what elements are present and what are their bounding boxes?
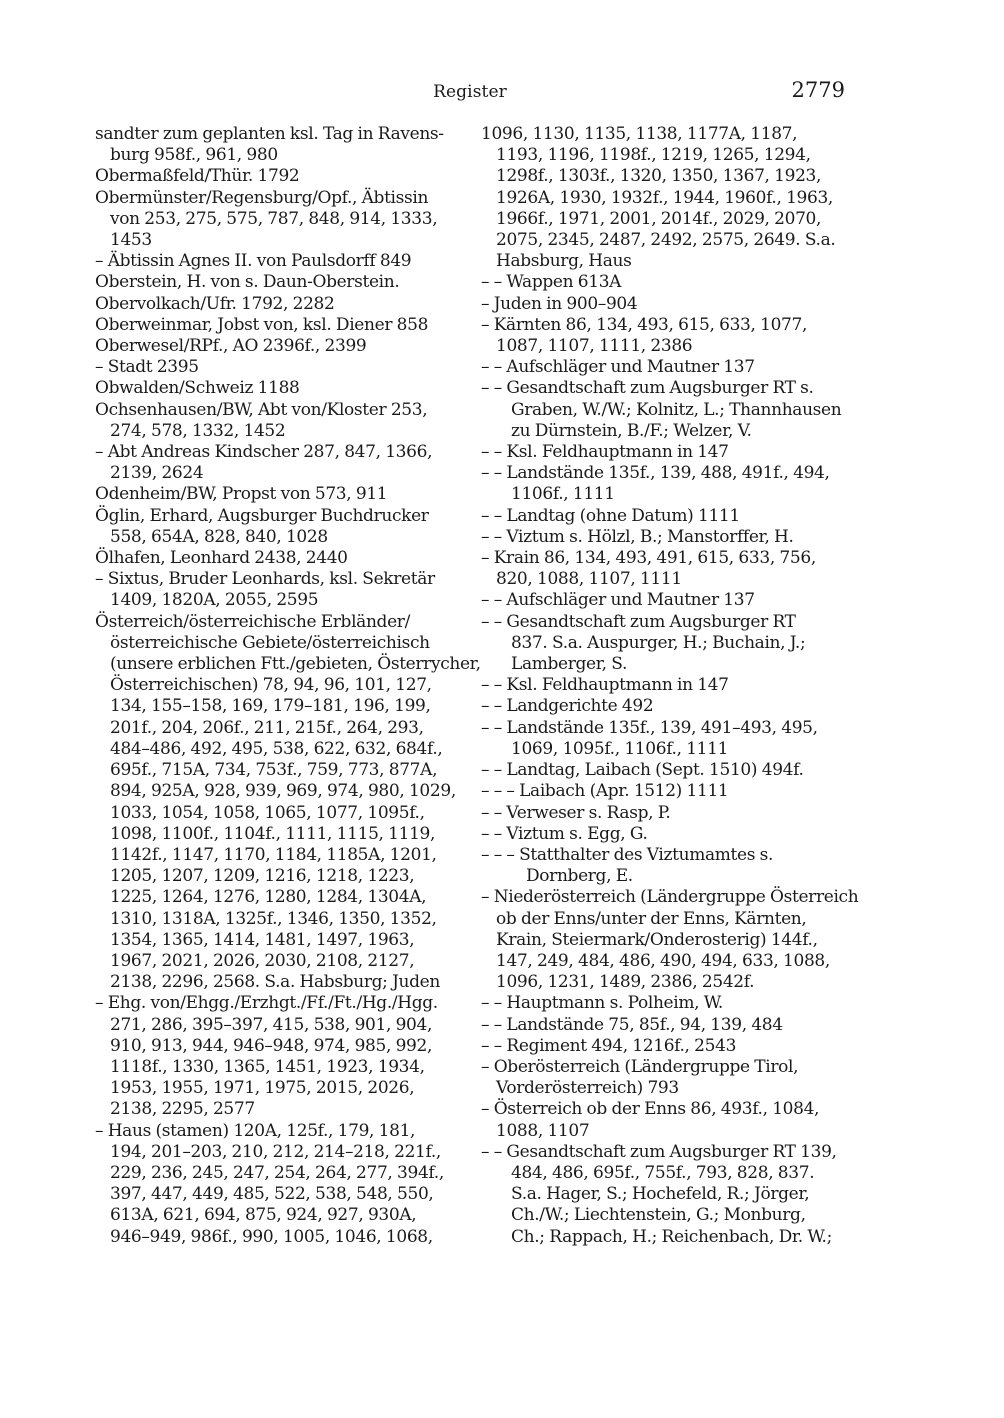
index-entry-turnover-line: 274, 578, 1332, 1452: [110, 420, 286, 441]
index-entry-line: – – Gesandtschaft zum Augsburger RT 139,: [481, 1141, 837, 1162]
index-entry-line: – – Landstände 135f., 139, 491–493, 495,: [481, 717, 818, 738]
index-entry: [481, 696, 847, 717]
index-entry: [481, 1036, 847, 1057]
index-entry-line: – – Ksl. Feldhauptmann in 147: [481, 675, 729, 696]
index-entry-line: – – – Statthalter des Viztumamtes s.: [481, 844, 774, 865]
index-entry-turnover-line: 695f., 715A, 734, 753f., 759, 773, 877A,: [110, 760, 438, 781]
index-entry: [481, 887, 859, 993]
index-entry-turnover-line: Dornberg, E.: [526, 866, 633, 887]
index-entry-line: – – Landstände 75, 85f., 94, 139, 484: [481, 1014, 783, 1035]
index-entry-turnover-line: 1098, 1100f., 1104f., 1111, 1115, 1119,: [110, 823, 436, 844]
index-entry-line: Ölhafen, Leonhard 2438, 2440: [95, 548, 348, 569]
index-entry-turnover-line: 613A, 621, 694, 875, 924, 927, 930A,: [110, 1205, 417, 1226]
index-entry-turnover-line: von 253, 275, 575, 787, 848, 914, 1333,: [110, 208, 438, 229]
index-entry-turnover-line: 1087, 1107, 1111, 2386: [496, 336, 693, 357]
index-entry-line: sandter zum geplanten ksl. Tag in Ravens-: [95, 124, 444, 144]
index-entry-line: – Österreich ob der Enns 86, 493f., 1084,: [481, 1099, 820, 1120]
index-entry-turnover-line: 484, 486, 695f., 755f., 793, 828, 837.: [511, 1162, 815, 1183]
index-entry-turnover-line: 1966f., 1971, 2001, 2014f., 2029, 2070,: [496, 208, 822, 229]
index-entry: [95, 166, 457, 187]
index-entry-turnover-line: 2138, 2295, 2577: [110, 1099, 255, 1120]
index-entry-turnover-line: 2139, 2624: [110, 463, 204, 484]
index-entry-line: – – Regiment 494, 1216f., 2543: [481, 1035, 737, 1056]
index-entry-line: Odenheim/BW, Propst von 573, 911: [95, 484, 388, 505]
index-entry-turnover-line: 894, 925A, 928, 939, 969, 974, 980, 1029,: [110, 781, 456, 802]
index-entry-turnover-line: 1310, 1318A, 1325f., 1346, 1350, 1352,: [110, 908, 437, 929]
index-entry: [481, 1142, 847, 1248]
index-entry: [481, 315, 847, 357]
index-entry-turnover-line: 1354, 1365, 1414, 1481, 1497, 1963,: [110, 929, 415, 950]
index-entry-line: – – Viztum s. Hölzl, B.; Manstorffer, H.: [481, 526, 794, 547]
index-entry: [95, 336, 457, 357]
index-entry-turnover-line: 201f., 204, 206f., 211, 215f., 264, 293,: [110, 717, 424, 738]
index-entry-turnover-line: 1453: [110, 230, 152, 251]
index-entry: [95, 251, 457, 272]
index-entry: [481, 675, 847, 696]
index-entry-line: – – Landtag (ohne Datum) 1111: [481, 505, 740, 526]
index-entry: [95, 315, 457, 336]
index-column-left: [95, 124, 481, 1248]
index-entry-line: Öglin, Erhard, Augsburger Buchdrucker: [95, 505, 429, 526]
index-entry-turnover-line: 134, 155–158, 169, 179–181, 196, 199,: [110, 696, 431, 717]
index-entry-line: – – Landgerichte 492: [481, 696, 654, 717]
index-entry-line: – Äbtissin Agnes II. von Paulsdorff 849: [95, 251, 412, 272]
index-entry-turnover-line: S.a. Hager, S.; Hochefeld, R.; Jörger,: [511, 1184, 810, 1205]
index-entry: [481, 294, 847, 315]
index-entry: [95, 378, 457, 399]
index-entry: [95, 548, 457, 569]
index-entry-line: – – Verweser s. Rasp, P.: [481, 802, 671, 823]
index-entry-line: – Krain 86, 134, 493, 491, 615, 633, 756,: [481, 548, 816, 569]
index-entry-line: – – Landstände 135f., 139, 488, 491f., 494,: [481, 463, 830, 484]
index-entry: [95, 294, 457, 315]
index-entry-line: – Juden in 900–904: [481, 293, 638, 314]
running-head: Register: [433, 82, 507, 102]
index-entry: [95, 188, 457, 252]
index-entry-line: – Stadt 2395: [95, 357, 199, 378]
index-entry: [481, 845, 847, 887]
index-entry-line: – – Gesandtschaft zum Augsburger RT: [481, 611, 796, 632]
index-entry: [95, 124, 457, 166]
index-entry-turnover-line: 820, 1088, 1107, 1111: [496, 569, 682, 590]
index-entry: [481, 993, 847, 1014]
index-entry-line: – Ehg. von/Ehgg./Erzhgt./Ff./Ft./Hg./Hgg.: [95, 993, 438, 1014]
index-entry: [95, 1121, 457, 1248]
index-entry-line: – – Aufschläger und Mautner 137: [481, 357, 755, 378]
page-number: 2779: [791, 78, 845, 102]
index-entry-turnover-line: 1953, 1955, 1971, 1975, 2015, 2026,: [110, 1078, 415, 1099]
index-entry-turnover-line: burg 958f., 961, 980: [110, 145, 278, 166]
index-entry-turnover-line: 1225, 1264, 1276, 1280, 1284, 1304A,: [110, 887, 427, 908]
index-entry: [95, 484, 457, 505]
index-entry: [95, 400, 457, 442]
index-entry-line: – Niederösterreich (Ländergruppe Österreich: [481, 887, 859, 908]
index-entry-line: Obermünster/Regensburg/Opf., Äbtissin: [95, 187, 429, 208]
index-entry-line: Oberstein, H. von s. Daun-Oberstein.: [95, 272, 400, 293]
index-entry-line: Obervolkach/Ufr. 1792, 2282: [95, 293, 335, 314]
index-entry-turnover-line: Österreichischen) 78, 94, 96, 101, 127,: [110, 675, 432, 696]
index-entry-turnover-line: 1193, 1196, 1198f., 1219, 1265, 1294,: [496, 145, 811, 166]
index-entry-turnover-line: 1069, 1095f., 1106f., 1111: [511, 738, 729, 759]
index-entry-turnover-line: Ch./W.; Liechtenstein, G.; Monburg,: [511, 1205, 806, 1226]
index-entry: [95, 506, 457, 548]
index-entry-line: – – Wappen 613A: [481, 272, 622, 293]
index-entry-turnover-line: (unsere erblichen Ftt./gebieten, Österrycher,: [110, 654, 481, 675]
index-entry: [95, 272, 457, 293]
index-entry: [95, 993, 457, 1120]
index-entry-line: – – Landtag, Laibach (Sept. 1510) 494f.: [481, 760, 804, 781]
index-entry-turnover-line: 397, 447, 449, 485, 522, 538, 548, 550,: [110, 1184, 434, 1205]
index-entry-line: – Haus (stamen) 120A, 125f., 179, 181,: [95, 1120, 416, 1141]
index-entry: [481, 781, 847, 802]
index-entry-turnover-line: Krain, Steiermark/Onderosterig) 144f.,: [496, 929, 818, 950]
index-entry: [481, 527, 847, 548]
index-entry-turnover-line: 1967, 2021, 2026, 2030, 2108, 2127,: [110, 950, 415, 971]
index-entry-line: – – – Laibach (Apr. 1512) 1111: [481, 781, 729, 802]
index-entry-line: – Abt Andreas Kindscher 287, 847, 1366,: [95, 442, 433, 463]
index-entry-line: – Sixtus, Bruder Leonhards, ksl. Sekretär: [95, 569, 435, 590]
index-entry: [481, 803, 847, 824]
index-entry: [481, 272, 847, 293]
index-entry-line: Obwalden/Schweiz 1188: [95, 378, 300, 399]
index-entry-line: Oberwesel/RPf., AO 2396f., 2399: [95, 336, 367, 357]
index-entry: [481, 1099, 847, 1141]
index-entry: [481, 718, 847, 760]
index-entry-turnover-line: zu Dürnstein, B./F.; Welzer, V.: [511, 420, 752, 441]
index-entry-turnover-line: 271, 286, 395–397, 415, 538, 901, 904,: [110, 1014, 433, 1035]
index-entry: [481, 357, 847, 378]
index-entry-line: Österreich/österreichische Erbländer/: [95, 611, 410, 632]
index-entry-turnover-line: 229, 236, 245, 247, 254, 264, 277, 394f.,: [110, 1162, 444, 1183]
index-entry-turnover-line: 910, 913, 944, 946–948, 974, 985, 992,: [110, 1035, 433, 1056]
index-entry-turnover-line: 1096, 1231, 1489, 2386, 2542f.: [496, 972, 755, 993]
page-header: [95, 78, 845, 112]
index-entry-line: – – Hauptmann s. Polheim, W.: [481, 993, 723, 1014]
index-entry-turnover-line: 946–949, 986f., 990, 1005, 1046, 1068,: [110, 1226, 433, 1247]
index-entry-line: – Kärnten 86, 134, 493, 615, 633, 1077,: [481, 314, 808, 335]
index-entry-turnover-line: 2138, 2296, 2568. S.a. Habsburg; Juden: [110, 972, 440, 993]
index-entry: [95, 442, 457, 484]
index-entry-line: – Oberösterreich (Ländergruppe Tirol,: [481, 1056, 799, 1077]
index-entry-turnover-line: ob der Enns/unter der Enns, Kärnten,: [496, 908, 807, 929]
index-entry: [481, 442, 847, 463]
index-entry-line: – – Gesandtschaft zum Augsburger RT s.: [481, 378, 814, 399]
index-entry-line: – – Ksl. Feldhauptmann in 147: [481, 442, 729, 463]
index-entry-turnover-line: Ch.; Rappach, H.; Reichenbach, Dr. W.;: [511, 1226, 832, 1247]
index-entry-line: Obermaßfeld/Thür. 1792: [95, 166, 300, 187]
index-entry-turnover-line: 1409, 1820A, 2055, 2595: [110, 590, 319, 611]
index-entry-line: – – Aufschläger und Mautner 137: [481, 590, 755, 611]
index-entry-turnover-line: 484–486, 492, 495, 538, 622, 632, 684f.,: [110, 738, 443, 759]
index-entry-line: Ochsenhausen/BW, Abt von/Kloster 253,: [95, 399, 428, 420]
index-entry-turnover-line: Vorderösterreich) 793: [496, 1078, 679, 1099]
index-entry-line: Oberweinmar, Jobst von, ksl. Diener 858: [95, 314, 429, 335]
index-entry: [481, 612, 847, 676]
index-column-right: [481, 124, 859, 1248]
index-entry-turnover-line: 1142f., 1147, 1170, 1184, 1185A, 1201,: [110, 844, 437, 865]
index-entry-turnover-line: 1033, 1054, 1058, 1065, 1077, 1095f.,: [110, 802, 425, 823]
index-entry-turnover-line: 1205, 1207, 1209, 1216, 1218, 1223,: [110, 866, 415, 887]
index-entry-turnover-line: Graben, W./W.; Kolnitz, L.; Thannhausen: [511, 399, 842, 420]
index-entry-turnover-line: 1106f., 1111: [511, 484, 615, 505]
index-entry-turnover-line: 558, 654A, 828, 840, 1028: [110, 526, 328, 547]
index-entry: [481, 1015, 847, 1036]
index-entry: [95, 357, 457, 378]
index-entry-turnover-line: 2075, 2345, 2487, 2492, 2575, 2649. S.a.: [496, 230, 836, 251]
index-entry-turnover-line: 1088, 1107: [496, 1120, 590, 1141]
index-entry-turnover-line: österreichische Gebiete/österreichisch: [110, 632, 430, 653]
index-entry-line: – – Viztum s. Egg, G.: [481, 823, 648, 844]
index-entry-turnover-line: 147, 249, 484, 486, 490, 494, 633, 1088,: [496, 950, 830, 971]
index-entry: [481, 378, 847, 442]
index-entry-turnover-line: 1926A, 1930, 1932f., 1944, 1960f., 1963,: [496, 187, 833, 208]
index-entry-turnover-line: 1118f., 1330, 1365, 1451, 1923, 1934,: [110, 1056, 425, 1077]
index-entry: [481, 760, 847, 781]
index-entry-turnover-line: 837. S.a. Auspurger, H.; Buchain, J.;: [511, 632, 806, 653]
index-entry: [481, 463, 847, 505]
index-entry-turnover-line: Habsburg, Haus: [496, 251, 632, 272]
index-entry: [481, 548, 847, 590]
index-entry: [481, 124, 847, 272]
index-entry-turnover-line: 194, 201–203, 210, 212, 214–218, 221f.,: [110, 1141, 441, 1162]
index-entry: [481, 590, 847, 611]
index-entry: [481, 506, 847, 527]
index-entry: [481, 1057, 847, 1099]
index-entry: [95, 569, 457, 611]
index-entry-turnover-line: 1298f., 1303f., 1320, 1350, 1367, 1923,: [496, 166, 822, 187]
index-entry-turnover-line: Lamberger, S.: [511, 654, 628, 675]
index-entry: [481, 824, 847, 845]
index-entry-line: 1096, 1130, 1135, 1138, 1177A, 1187,: [481, 124, 798, 144]
index-entry: [95, 611, 481, 994]
